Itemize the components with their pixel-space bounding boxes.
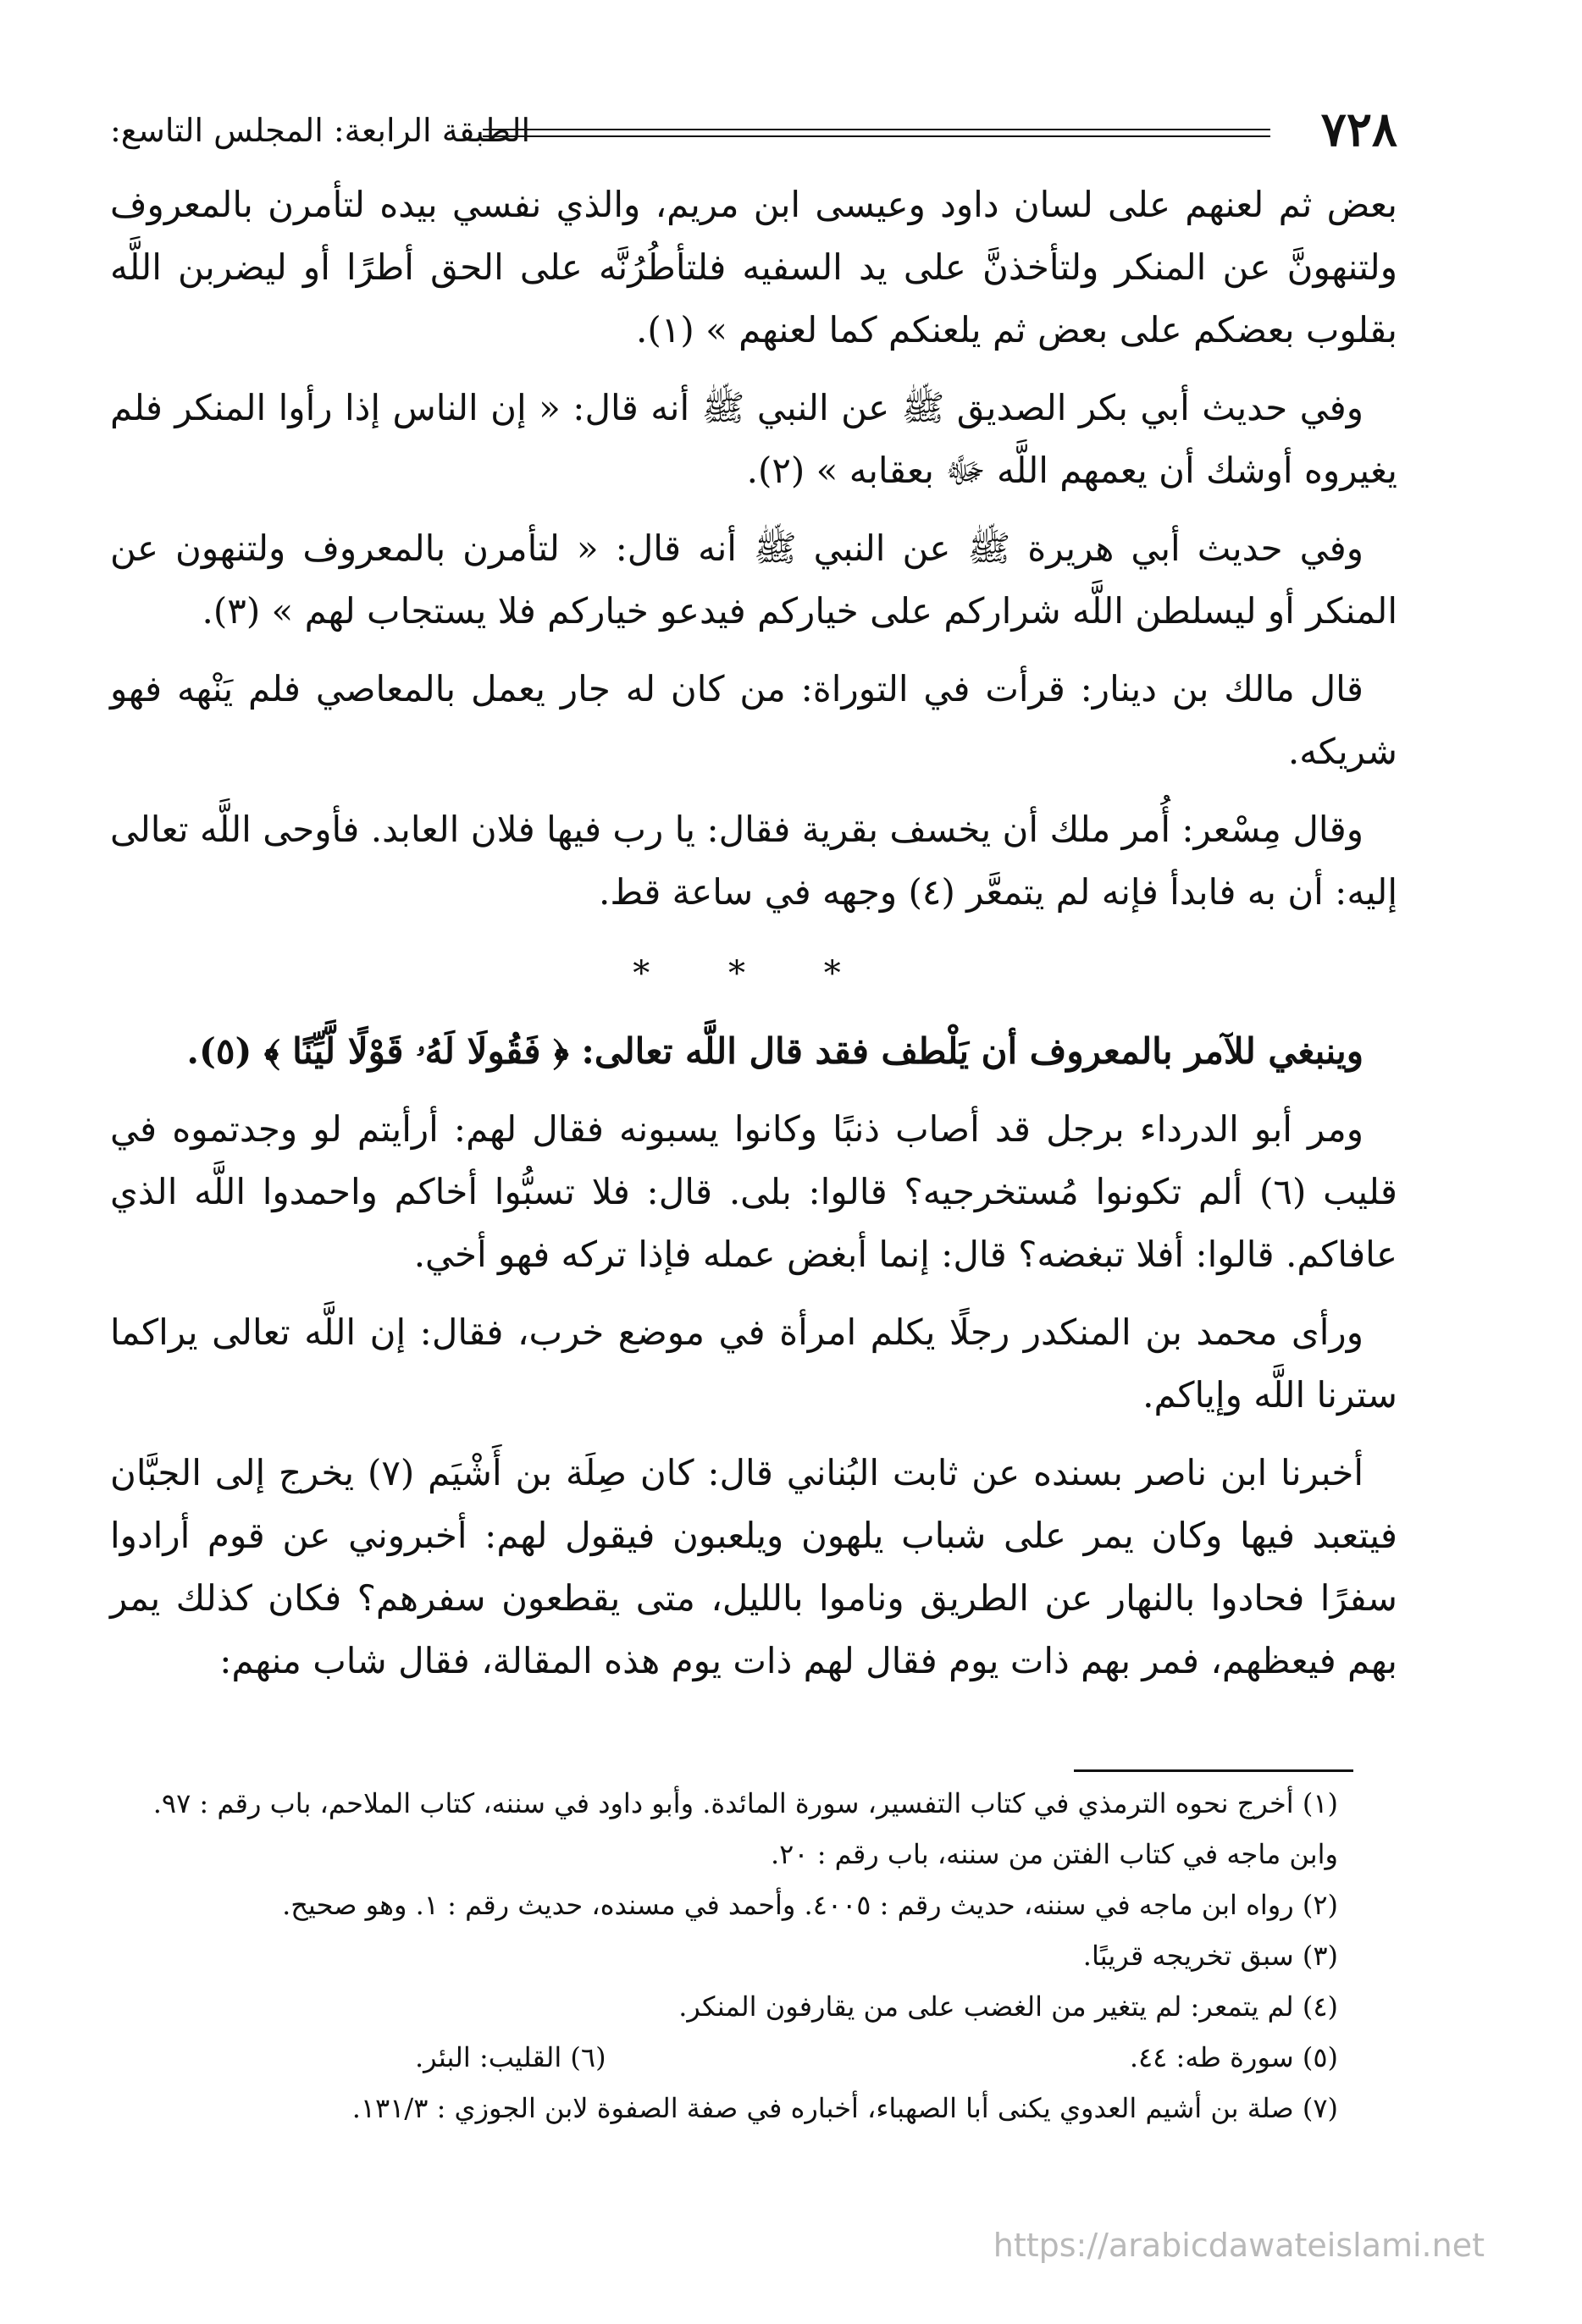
footnote-3: (٣) سبق تخريجه قريبًا. bbox=[1082, 1940, 1338, 1972]
footnote-1: (١) أخرج نحوه الترمذي في كتاب التفسير، سورة المائدة. وأبو داود في سننه، كتاب الملاحم، باب رقم : ٩٧. bbox=[152, 1787, 1338, 1819]
paragraph: وفي حديث أبي هريرة ﷺ عن النبي ﷺ أنه قال: « لتأمرن بالمعروف ولتنهون عن المنكر أو ليسلطن اللَّه شراركم على خياركم فيدعو خياركم فلا يستجاب لهم » (٣). bbox=[110, 527, 1397, 632]
paragraph: ورأى محمد بن المنكدر رجلًا يكلم امرأة في موضع خرب، فقال: إن اللَّه تعالى يراكما سترنا اللَّه وإياكم. bbox=[110, 1311, 1397, 1416]
paragraph: وفي حديث أبي بكر الصديق ﷺ عن النبي ﷺ أنه قال: « إن الناس إذا رأوا المنكر فلم يغيروه أوشك أن يعمهم اللَّه ﷻ بعقابه » (٢). bbox=[110, 387, 1397, 491]
section-separator: * * * bbox=[633, 954, 875, 993]
header-double-rule bbox=[483, 129, 1270, 137]
paragraph: أخبرنا ابن ناصر بسنده عن ثابت البُناني قال: كان صِلَة بن أَشْيَم (٧) يخرج إلى الجبَّان فيتعبد فيها وكان يمر على شباب يلهون ويلعبون فيقول لهم: أخبروني عن قوم أرادوا سفرًا فحادوا بالنهار عن الطريق وناموا بالليل، متى يقطعون سفرهم؟ فكان كذلك يمر بهم فيعظهم، فمر بهم ذات يوم فقال لهم ذات يوم هذه المقالة، فقال شاب منهم: bbox=[110, 1452, 1397, 1681]
footnote-rule bbox=[1074, 1769, 1353, 1772]
footnote-6: (٦) القليب: البئر. bbox=[415, 2041, 606, 2073]
paragraph: بعض ثم لعنهم على لسان داود وعيسى ابن مريم، والذي نفسي بيده لتأمرن بالمعروف ولتنهونَّ عن المنكر ولتأخذنَّ على يد السفيه فلتأطُرُنَّه على الحق أطرًا أو ليضربن اللَّه بقلوب بعضكم على بعض ثم يلعنكم كما لعنهم » (١). bbox=[110, 184, 1397, 351]
footnote-row-5-6 bbox=[136, 2032, 1338, 2083]
paragraph: قال مالك بن دينار: قرأت في التوراة: من كان له جار يعمل بالمعاصي فلم يَنْهه فهو شريكه. bbox=[110, 668, 1397, 772]
page-header bbox=[110, 102, 1397, 178]
footnote-4: (٤) لم يتمعر: لم يتغير من الغضب على من يقارفون المنكر. bbox=[678, 1990, 1338, 2023]
source-watermark: https://arabicdawateislami.net bbox=[993, 2227, 1485, 2264]
section-heading: وينبغي للآمر بالمعروف أن يَلْطف فقد قال اللَّه تعالى: ﴿ فَقُولَا لَهُۥ قَوْلًا لَّيِّنًا ﴾ (٥). bbox=[186, 1030, 1364, 1072]
footnote-5: (٥) سورة طه: ٤٤. bbox=[1129, 2041, 1338, 2073]
footnote-2: (٢) رواه ابن ماجه في سننه، حديث رقم : ٤٠٠٥. وأحمد في مسنده، حديث رقم : ١. وهو صحيح. bbox=[282, 1889, 1338, 1921]
page-number: ٧٢٨ bbox=[1320, 102, 1397, 157]
paragraph: ومر أبو الدرداء برجل قد أصاب ذنبًا وكانوا يسبونه فقال لهم: أرأيتم لو وجدتموه في قليب (٦) ألم تكونوا مُستخرجيه؟ قالوا: بلى. قال: فلا تسبُّوا أخاكم واحمدوا اللَّه الذي عافاكم. قالوا: أفلا تبغضه؟ قال: إنما أبغض عمله فإذا تركه فهو أخي. bbox=[110, 1108, 1397, 1275]
footnote-7: (٧) صلة بن أشيم العدوي يكنى أبا الصهباء، أخباره في صفة الصفوة لابن الجوزي : ١٣١/٣. bbox=[351, 2092, 1338, 2124]
footnotes bbox=[136, 1778, 1338, 2134]
footnote-1-continued: وابن ماجه في كتاب الفتن من سننه، باب رقم : ٢٠. bbox=[771, 1838, 1338, 1870]
main-text bbox=[110, 174, 1397, 1708]
paragraph: وقال مِسْعر: أُمر ملك أن يخسف بقرية فقال: يا رب فيها فلان العابد. فأوحى اللَّه تعالى إليه: أن به فابدأ فإنه لم يتمعَّر (٤) وجهه في ساعة قط. bbox=[110, 809, 1397, 913]
running-title: الطبقة الرابعة: المجلس التاسع: bbox=[110, 112, 531, 149]
